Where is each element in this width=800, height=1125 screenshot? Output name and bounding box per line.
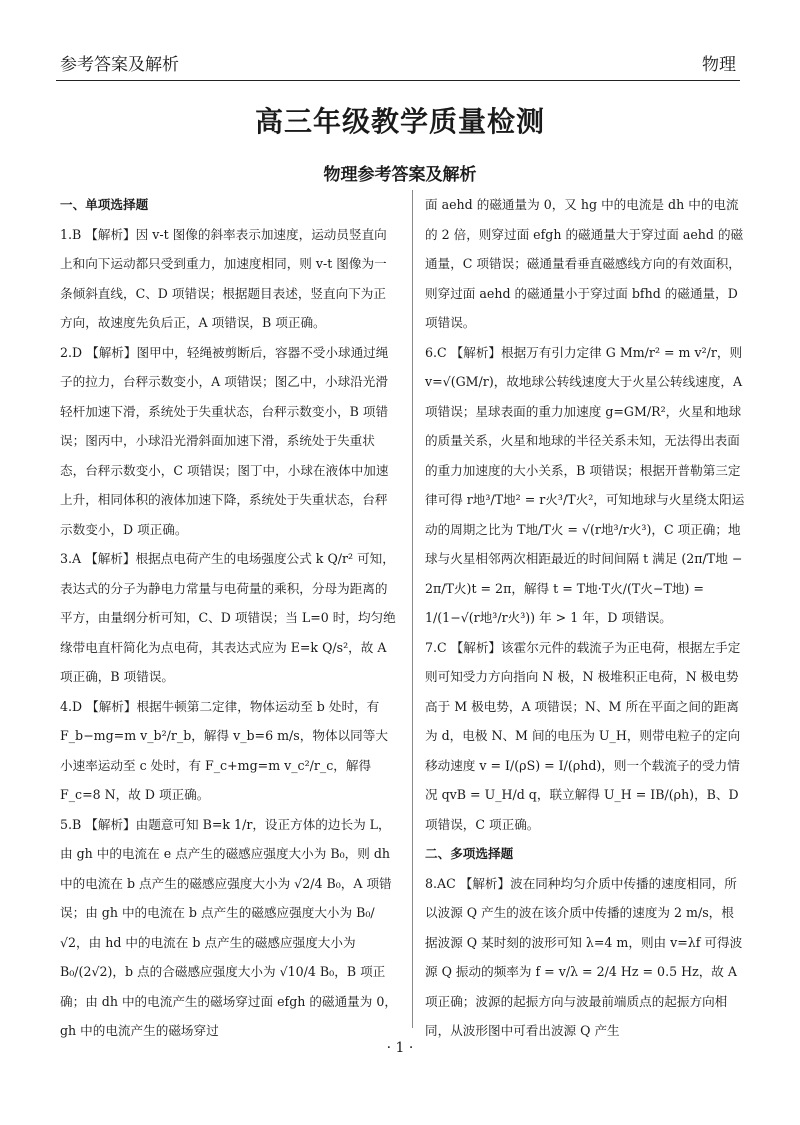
right-column bbox=[425, 190, 745, 1046]
page-number: · 1 · bbox=[386, 1040, 414, 1056]
answer-item: 3.A 【解析】根据点电荷产生的电场强度公式 k Q/r² 可知，表达式的分子为静电力常量与电荷量的乘积，分母为距离的平方，由量纲分析可知，C、D 项错误；当 L=0 时，均匀绝缘带电直杆简化为点电荷，其表达式应为 E=k Q/s²，故 A 项正确，B 项错误。 bbox=[60, 551, 396, 684]
header-divider bbox=[56, 80, 740, 81]
header-left: 参考答案及解析 bbox=[60, 55, 179, 75]
answer-item: 8.AC 【解析】波在同种均匀介质中传播的速度相同，所以波源 Q 产生的波在该介质中传播的速度为 2 m/s，根据波源 Q 某时刻的波形可知 λ=4 m，则由 v=λf 可得波源 Q 振动的频率为 f = v/λ = 2/4 Hz = 0.5 Hz，故 A 项正确；波源的起振方向与波最前端质点的起振方向相同，从波形图中可看出波源 Q 产生 bbox=[425, 875, 743, 1038]
page-title: 高三年级教学质量检测 bbox=[254, 105, 545, 138]
answer-item: 5.B 【解析】由题意可知 B=k 1/r，设正方体的边长为 L，由 gh 中的电流在 e 点产生的磁感应强度大小为 B₀，则 dh 中的电流在 b 点产生的磁感应强度大小为 √2/4 B₀，A 项错误；由 gh 中的电流在 b 点产生的磁感应强度大小为 B₀/√2，由 hd 中的电流在 b 点产生的磁感应强度大小为 B₀/(2√2)，b 点的合磁感应强度大小为 √10/4 B₀，B 项正确；由 dh 中的电流产生的磁场穿过面 efgh 的磁通量为 0，gh 中的电流产生的磁场穿过 bbox=[60, 816, 397, 1038]
left-column bbox=[60, 190, 398, 1046]
answer-item: 面 aehd 的磁通量为 0，又 hg 中的电流是 dh 中的电流的 2 倍，则穿过面 efgh 的磁通量大于穿过面 aehd 的磁通量，C 项错误；磁通量看垂直磁感线方向的有效面积，则穿过面 aehd 的磁通量小于穿过面 bfhd 的磁通量，D 项错误。 bbox=[425, 197, 744, 330]
answer-item: 2.D 【解析】图甲中，轻绳被剪断后，容器不受小球通过绳子的拉力，台秤示数变小，A 项错误；图乙中，小球沿光滑轻杆加速下滑，系统处于失重状态，台秤示数变小，B 项错误；图丙中，小球沿光滑斜面加速下滑，系统处于失重状态，台秤示数变小，C 项错误；图丁中，小球在液体中加速上升，相同体积的液体加速下降，系统处于失重状态，台秤示数变小，D 项正确。 bbox=[60, 344, 389, 537]
answer-item: 7.C 【解析】该霍尔元件的载流子为正电荷，根据左手定则可知受力方向指向 N 极，N 极堆积正电荷，N 极电势高于 M 极电势，A 项错误；N、M 所在平面之间的距离为 d，电极 N、M 间的电压为 U_H，则带电粒子的定向移动速度 v = I/(ρS) = I/(ρhd)，则一个载流子的受力情况 qvB = U_H/d q，联立解得 U_H = IB/(ρh)，B、D 项错误，C 项正确。 bbox=[425, 639, 741, 832]
answer-item: 6.C 【解析】根据万有引力定律 G Mm/r² = m v²/r，则 v=√(GM/r)，故地球公转线速度大于火星公转线速度，A 项错误；星球表面的重力加速度 g=GM/R²，火星和地球的质量关系，火星和地球的半径关系未知，无法得出表面的重力加速度的大小关系，B 项错误；根据开普勒第三定律可得 r地³/T地² = r火³/T火²，可知地球与火星绕太阳运动的周期之比为 T地/T火 = √(r地³/r火³)，C 项正确；地球与火星相邻两次相距最近的时间间隔 t 满足 (2π/T地 − 2π/T火)t = 2π，解得 t = T地·T火/(T火−T地) = 1/(1−√(r地³/r火³)) 年 > 1 年，D 项错误。 bbox=[425, 344, 745, 625]
page-subtitle: 物理参考答案及解析 bbox=[323, 165, 477, 185]
column-divider bbox=[412, 190, 413, 1028]
section-heading: 一、单项选择题 bbox=[60, 197, 149, 212]
answer-item: 4.D 【解析】根据牛顿第二定律，物体运动至 b 处时，有 F_b−mg=m v_b²/r_b，解得 v_b=6 m/s，物体以同等大小速率运动至 c 处时，有 F_c+mg=m v_c²/r_c，解得 F_c=8 N，故 D 项正确。 bbox=[60, 698, 388, 802]
section-heading: 二、多项选择题 bbox=[425, 846, 514, 861]
header-right: 物理 bbox=[702, 55, 736, 75]
answer-item: 1.B 【解析】因 v-t 图像的斜率表示加速度，运动员竖直向上和向下运动都只受到重力，加速度相同，则 v-t 图像为一条倾斜直线，C、D 项错误；根据题目表述，竖直向下为正方向，故速度先负后正，A 项错误，B 项正确。 bbox=[60, 226, 387, 330]
